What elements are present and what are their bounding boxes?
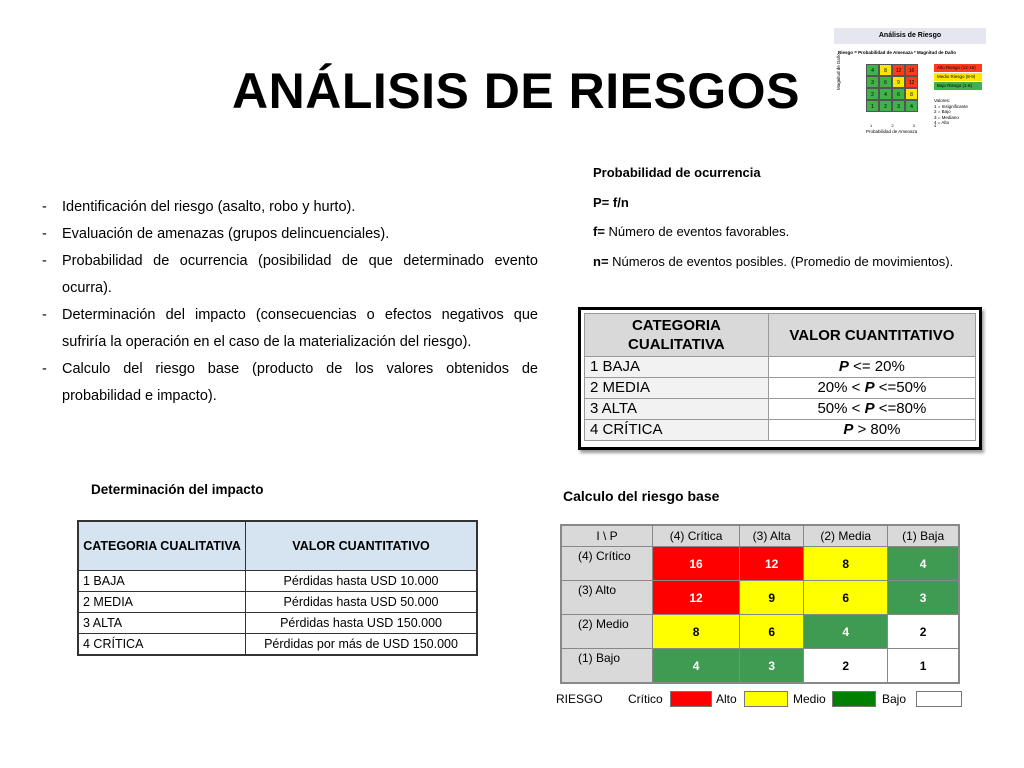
impact-table: [77, 520, 478, 656]
bullet-dash: -: [42, 307, 47, 323]
bullet-dash: -: [42, 361, 47, 377]
bullet-text: Probabilidad de ocurrencia (posibilidad de que determinado evento ocurra).: [62, 253, 538, 296]
risk-header-col: (3) Alta: [740, 525, 804, 547]
bullet-dash: -: [42, 226, 47, 242]
prob-category: 2 MEDIA: [585, 378, 769, 399]
risk-cell: 4: [804, 615, 888, 649]
risk-cell: 12: [653, 581, 740, 615]
risk-row-label: (4) Crítico: [561, 547, 653, 581]
risk-cell: 2: [804, 649, 888, 684]
thumbnail-cell: 4: [879, 88, 892, 100]
prob-value: P <= 20%: [768, 357, 975, 378]
thumbnail-cell: 16: [905, 64, 918, 76]
table-row: [78, 613, 477, 634]
n-key: n=: [593, 253, 609, 269]
thumbnail-cell: 12: [892, 64, 905, 76]
probability-n-line: [593, 247, 953, 277]
thumbnail-cell: 4: [905, 100, 918, 112]
thumbnail-x-ticks: 1 2 3 4: [870, 123, 946, 128]
risk-calc-title: Calculo del riesgo base: [563, 488, 720, 504]
risk-cell: 4: [653, 649, 740, 684]
risk-cell: 3: [740, 649, 804, 684]
impact-category: 1 BAJA: [78, 571, 246, 592]
bullet-item: [42, 302, 538, 356]
risk-matrix-thumbnail: [834, 28, 986, 138]
impact-title: Determinación del impacto: [91, 482, 264, 497]
table-row: [78, 592, 477, 613]
thumbnail-values: Valores: 1 = Insignificante 2 = Bajo 3 = Mediano 4 = Alto: [934, 98, 968, 125]
thumbnail-cell: 3: [892, 100, 905, 112]
legend-label: RIESGO: [556, 692, 603, 706]
table-row: [585, 399, 976, 420]
legend-text-medio: Medio: [793, 692, 826, 706]
risk-cell: 8: [653, 615, 740, 649]
legend-swatch-bajo: [916, 691, 962, 707]
table-row: [78, 634, 477, 656]
risk-row-label: (3) Alto: [561, 581, 653, 615]
probability-heading: Probabilidad de ocurrencia: [593, 165, 761, 180]
bullet-text: Calculo del riesgo base (producto de los valores obtenidos de probabilidad e impacto).: [62, 361, 538, 404]
risk-cell: 6: [804, 581, 888, 615]
thumbnail-cell: 6: [892, 88, 905, 100]
risk-row-label: (2) Medio: [561, 615, 653, 649]
impact-category: 4 CRÍTICA: [78, 634, 246, 656]
thumbnail-cell: 8: [879, 64, 892, 76]
thumbnail-legend-high: Alto Riesgo (12-16): [934, 64, 982, 72]
prob-header-category: CATEGORIA CUALITATIVA: [585, 314, 769, 357]
thumbnail-cell: 2: [879, 100, 892, 112]
impact-header-category: CATEGORIA CUALITATIVA: [78, 521, 246, 571]
bullet-text: Evaluación de amenazas (grupos delincuenciales).: [62, 226, 390, 242]
prob-category: 3 ALTA: [585, 399, 769, 420]
impact-value: Pérdidas hasta USD 150.000: [246, 613, 477, 634]
risk-header-corner: I \ P: [561, 525, 653, 547]
risk-cell: 16: [653, 547, 740, 581]
probability-formula: P= f/n: [593, 194, 629, 210]
bullet-item: [42, 356, 538, 410]
bullet-dash: -: [42, 199, 47, 215]
risk-cell: 3: [888, 581, 959, 615]
risk-header-col: (1) Baja: [888, 525, 959, 547]
n-text: Números de eventos posibles. (Promedio de movimientos).: [608, 253, 954, 269]
thumbnail-formula: Riesgo = Probabilidad de Amenaza * Magnitud de Daño: [838, 50, 956, 55]
risk-cell: 8: [804, 547, 888, 581]
impact-header-value: VALOR CUANTITATIVO: [246, 521, 477, 571]
bullet-text: Identificación del riesgo (asalto, robo y hurto).: [62, 199, 356, 215]
legend-swatch-medio: [832, 691, 876, 707]
risk-header-col: (4) Crítica: [653, 525, 740, 547]
risk-cell: 1: [888, 649, 959, 684]
table-row: [585, 378, 976, 399]
probability-table-frame: [578, 307, 982, 450]
thumbnail-cell: 3: [866, 76, 879, 88]
probability-f-line: [593, 217, 953, 247]
impact-value: Pérdidas hasta USD 50.000: [246, 592, 477, 613]
legend-swatch-critico: [670, 691, 712, 707]
impact-value: Pérdidas hasta USD 10.000: [246, 571, 477, 592]
risk-row-label: (1) Bajo: [561, 649, 653, 684]
thumbnail-title: Análisis de Riesgo: [834, 28, 986, 44]
table-row: [585, 357, 976, 378]
table-row: [561, 581, 959, 615]
risk-cell: 6: [740, 615, 804, 649]
bullet-item: [42, 248, 538, 302]
impact-category: 3 ALTA: [78, 613, 246, 634]
thumbnail-x-label: Probabilidad de Amenaza: [866, 129, 918, 134]
thumbnail-cell: 4: [866, 64, 879, 76]
thumbnail-cell: 2: [866, 88, 879, 100]
page-title: ANÁLISIS DE RIESGOS: [232, 63, 800, 119]
table-row: [561, 547, 959, 581]
probability-table: [584, 313, 976, 441]
f-key: f=: [593, 224, 605, 239]
risk-cell: 2: [888, 615, 959, 649]
thumbnail-cell: 12: [905, 76, 918, 88]
legend-text-bajo: Bajo: [882, 692, 907, 706]
thumbnail-cell: 8: [905, 88, 918, 100]
risk-cell: 9: [740, 581, 804, 615]
thumbnail-cell: 9: [892, 76, 905, 88]
thumbnail-y-label: Magnitud de Daño: [836, 53, 841, 90]
impact-category: 2 MEDIA: [78, 592, 246, 613]
legend-swatch-alto: [744, 691, 788, 707]
risk-header-col: (2) Media: [804, 525, 888, 547]
risk-cell: 12: [740, 547, 804, 581]
probability-definitions: [593, 158, 953, 276]
table-row: [561, 649, 959, 684]
bullet-item: [42, 221, 538, 248]
risk-calc-table: [560, 524, 960, 684]
thumbnail-legend-medium: Medio Riesgo (8-9): [934, 73, 982, 81]
f-text: Número de eventos favorables.: [604, 224, 790, 239]
legend-text-alto: Alto: [716, 692, 737, 706]
impact-value: Pérdidas por más de USD 150.000: [246, 634, 477, 656]
prob-category: 4 CRÍTICA: [585, 420, 769, 441]
prob-value: P > 80%: [768, 420, 975, 441]
prob-category: 1 BAJA: [585, 357, 769, 378]
table-row: [561, 615, 959, 649]
prob-header-value: VALOR CUANTITATIVO: [768, 314, 975, 357]
table-row: [78, 571, 477, 592]
risk-cell: 4: [888, 547, 959, 581]
bullet-list: [42, 194, 538, 410]
thumbnail-cell: 1: [866, 100, 879, 112]
bullet-text: Determinación del impacto (consecuencias o efectos negativos que sufriría la operación en el caso de la materialización del riesgo).: [62, 307, 538, 350]
prob-value: 20% < P <=50%: [768, 378, 975, 399]
thumbnail-legend-low: Bajo Riesgo (1-6): [934, 82, 982, 90]
thumbnail-cell: 6: [879, 76, 892, 88]
prob-value: 50% < P <=80%: [768, 399, 975, 420]
bullet-dash: -: [42, 253, 47, 269]
bullet-item: [42, 194, 538, 221]
legend-text-critico: Crítico: [628, 692, 663, 706]
table-row: [585, 420, 976, 441]
